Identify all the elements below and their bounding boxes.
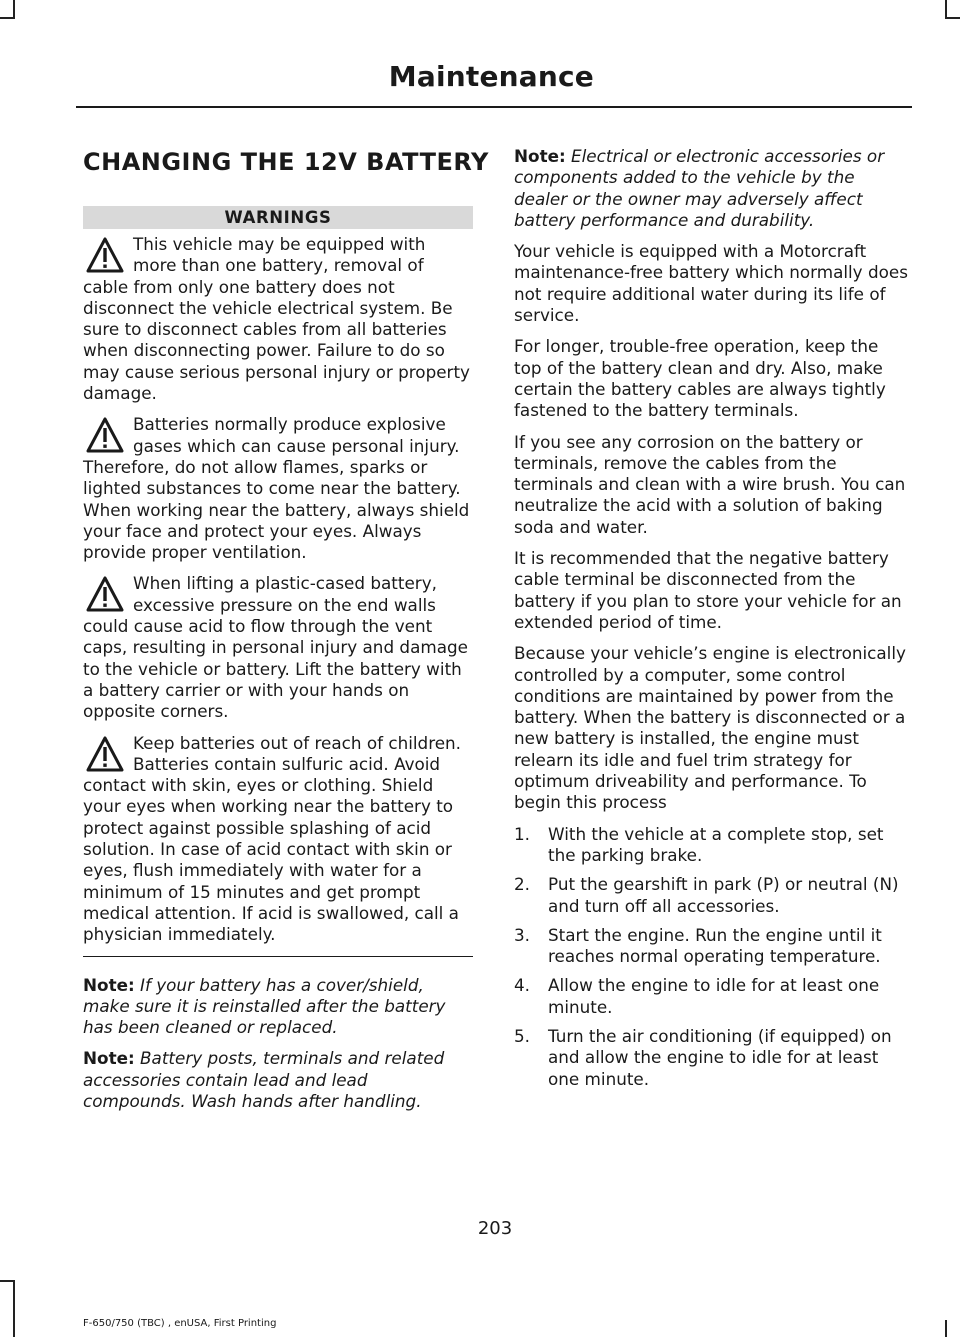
body-paragraph: It is recommended that the negative battery cable terminal be disconnected from the battery if you plan to store your vehicle for an extended period of time. [514, 548, 902, 632]
crop-mark-bottom-right-v [945, 1320, 947, 1337]
note [83, 975, 473, 1039]
page-number: 203 [477, 1218, 513, 1239]
body-paragraph: Because your vehicle’s engine is electronically controlled by a computer, some control conditions are maintained by power from the battery. When the battery is disconnected or a new battery is installed, the engine must relearn its idle and fuel trim strategy for optimum driveability and performance. To begin this process [514, 643, 906, 813]
warning-triangle-icon [85, 416, 125, 454]
step-item [514, 824, 910, 867]
note-label: Note: [514, 146, 566, 166]
right-column [514, 146, 910, 1098]
body-paragraph: If you see any corrosion on the battery or terminals, remove the cables from the terminals and clean with a wire brush. You can neutralize the acid with a solution of baking soda and water. [514, 431, 906, 537]
step-number: 5. [514, 1025, 531, 1046]
crop-mark-bottom-left-v [13, 1280, 15, 1337]
step-text: Start the engine. Run the engine until it reaches normal operating temperature. [548, 924, 882, 967]
note-label: Note: [83, 974, 135, 995]
note-label: Note: [83, 1048, 135, 1069]
warning-text: Batteries normally produce explosive gases which can cause personal injury. Therefore, do not allow flames, sparks or lighted substances to come near the battery. When working near the battery, always shield your face and protect your eyes. Always provide proper ventilation. [83, 414, 470, 563]
body-paragraph: For longer, trouble-free operation, keep the top of the battery clean and dry. Also, make certain the battery cables are always tightly fastened to the battery terminals. [514, 336, 886, 421]
warning-text: When lifting a plastic-cased battery, excessive pressure on the end walls could cause acid to flow through the vent caps, resulting in personal injury and damage to the vehicle or battery. Lift the battery with a battery carrier or with your hands on opposite corners. [83, 573, 468, 722]
footer-edition: F-650/750 (TBC) , enUSA, First Printing [83, 1318, 277, 1329]
crop-mark-top-right-v [945, 0, 947, 18]
header-rule [76, 106, 912, 108]
note [514, 146, 910, 231]
note-text: Battery posts, terminals and related accessories contain lead and lead compounds. Wash hands after handling. [83, 1048, 445, 1111]
crop-mark-top-left-v [13, 0, 15, 18]
step-item [514, 925, 910, 968]
step-text: Turn the air conditioning (if equipped) on and allow the engine to idle for at least one minute. [548, 1025, 892, 1089]
warning-item [83, 573, 473, 722]
warning-text: Keep batteries out of reach of children. Batteries contain sulfuric acid. Avoid contact with skin, eyes or clothing. Shield your eyes when working near the battery to protect against possible splashing of acid solution. In case of acid contact with skin or eyes, flush immediately with water for a minimum of 15 minutes and get prompt medical attention. If acid is swallowed, call a physician immediately. [83, 732, 462, 945]
page-header-title: Maintenance [388, 60, 594, 93]
crop-mark-top-left-h [0, 17, 15, 19]
note-text: If your battery has a cover/shield, make sure it is reinstalled after the battery has been cleaned or replaced. [83, 974, 446, 1038]
warning-item [83, 733, 473, 946]
step-number: 1. [514, 823, 531, 844]
step-number: 4. [514, 975, 531, 996]
body-paragraph: Your vehicle is equipped with a Motorcraft maintenance-free battery which normally does not require additional water during its life of service. [514, 241, 908, 326]
left-column [83, 146, 489, 1122]
note [83, 1048, 473, 1112]
crop-mark-top-right-h [945, 17, 960, 19]
step-text: Allow the engine to idle for at least one minute. [548, 975, 880, 1017]
step-item [514, 1026, 910, 1090]
step-text: Put the gearshift in park (P) or neutral (N) and turn off all accessories. [548, 874, 899, 916]
warning-triangle-icon [85, 575, 125, 613]
step-item [514, 874, 910, 917]
step-number: 2. [514, 874, 531, 895]
warning-triangle-icon [85, 735, 125, 773]
section-heading: CHANGING THE 12V BATTERY [83, 148, 489, 176]
warning-triangle-icon [85, 236, 125, 274]
step-item [514, 975, 910, 1018]
warnings-end-rule [83, 956, 473, 957]
note-text: Electrical or electronic accessories or components added to the vehicle by the dealer or the owner may adversely affect battery performance and durability. [514, 146, 885, 230]
warnings-header: WARNINGS [83, 206, 473, 229]
procedure-steps [514, 824, 910, 1090]
warning-text: This vehicle may be equipped with more than one battery, removal of cable from only one battery does not disconnect the vehicle electrical system. Be sure to disconnect cables from all batteries when disconnecting power. Failure to do so may cause serious personal injury or property damage. [83, 234, 470, 404]
warning-item [83, 414, 473, 563]
step-number: 3. [514, 924, 531, 945]
step-text: With the vehicle at a complete stop, set the parking brake. [548, 823, 884, 865]
crop-mark-bottom-left-h [0, 1280, 15, 1282]
warning-item [83, 234, 473, 404]
